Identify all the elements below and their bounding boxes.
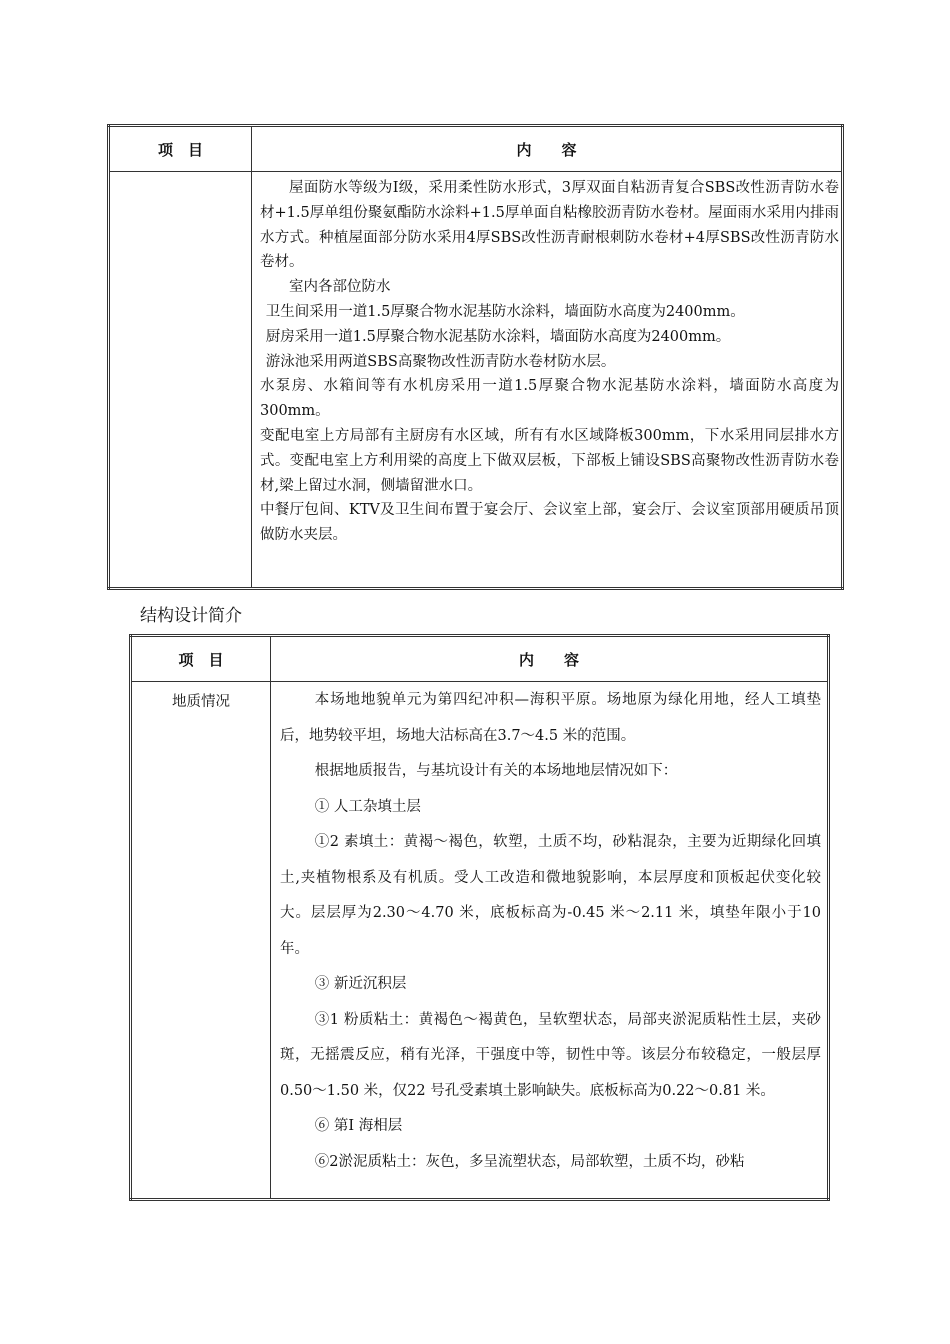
- paragraph-pump-room: 水泵房、水箱间等有水机房采用一道1.5厚聚合物水泥基防水涂料，墙面防水高度为300mm。: [260, 378, 839, 420]
- section-title: 结构设计简介: [140, 606, 242, 626]
- header-item: 项 目: [109, 126, 252, 172]
- paragraph-kitchen: 厨房采用一道1.5厚聚合物水泥基防水涂料，墙面防水高度为2400mm。: [265, 328, 731, 345]
- row-label: [109, 172, 252, 589]
- header-item: 项 目: [131, 636, 271, 682]
- row-content: [252, 172, 843, 589]
- row-content: [271, 682, 829, 1200]
- header-content: 内 容: [252, 126, 843, 172]
- table-row: [109, 172, 843, 589]
- paragraph-layer-6: ⑥ 第Ⅰ 海相层: [314, 1118, 403, 1134]
- paragraph-layer-6-2: ⑥2淤泥质粘土：灰色，多呈流塑状态，局部软塑，土质不均，砂粘: [314, 1153, 745, 1170]
- paragraph-layer-3-1: ③1 粉质粘土：黄褐色～褐黄色，呈软塑状态，局部夹淤泥质粘性土层，夹砂斑，无摇震反应，稍有光泽，干强度中等，韧性中等。该层分布较稳定，一般层厚0.50～1.50 米，仅22 号孔受素填土影响缺失。底板标高为0.22～0.81 米。: [280, 1011, 821, 1099]
- table-header-row: [109, 126, 843, 172]
- table-header-row: [131, 636, 829, 682]
- paragraph-layer-3: ③ 新近沉积层: [314, 976, 407, 992]
- paragraph-pool: 游泳池采用两道SBS高聚物改性沥青防水卷材防水层。: [265, 353, 616, 370]
- waterproofing-table: [107, 124, 844, 590]
- row-label: 地质情况: [131, 682, 271, 1200]
- header-content: 内 容: [271, 636, 829, 682]
- paragraph-restaurant: 中餐厅包间、KTV及卫生间布置于宴会厅、会议室上部，宴会厅、会议室顶部用硬质吊顶做防水夹层。: [260, 502, 839, 544]
- paragraph-indoor-heading: 室内各部位防水: [289, 279, 391, 296]
- structure-design-table: [129, 634, 830, 1201]
- paragraph-roof-waterproofing: 屋面防水等级为Ⅰ级，采用柔性防水形式，3厚双面自粘沥青复合SBS改性沥青防水卷材+1.5厚单组份聚氨酯防水涂料+1.5厚单面自粘橡胶沥青防水卷材。屋面雨水采用内排雨水方式。种植屋面部分防水采用4厚SBS改性沥青耐根刺防水卷材+4厚SBS改性沥青防水卷材。: [260, 180, 839, 271]
- paragraph-layer-1-2: ①2 素填土：黄褐～褐色，软塑，土质不均，砂粘混杂，主要为近期绿化回填土,夹植物根系及有机质。受人工改造和微地貌影响，本层厚度和顶板起伏变化较大。层层厚为2.30～4.70 米，底板标高为-0.45 米～2.11 米，填垫年限小于10 年。: [280, 834, 821, 957]
- paragraph-bathroom: 卫生间采用一道1.5厚聚合物水泥基防水涂料，墙面防水高度为2400mm。: [265, 303, 745, 320]
- table-row: [131, 682, 829, 1200]
- paragraph-landform: 本场地地貌单元为第四纪冲积—海积平原。场地原为绿化用地，经人工填垫后，地势较平坦，场地大沽标高在3.7～4.5 米的范围。: [280, 692, 821, 744]
- paragraph-report-intro: 根据地质报告，与基坑设计有关的本场地地层情况如下：: [314, 763, 678, 779]
- paragraph-layer-1: ① 人工杂填土层: [314, 798, 421, 815]
- paragraph-substation: 变配电室上方局部有主厨房有水区域，所有有水区域降板300mm，下水采用同层排水方式。变配电室上方利用梁的高度上下做双层板，下部板上铺设SBS高聚物改性沥青防水卷材,梁上留过水洞，侧墙留泄水口。: [260, 427, 839, 494]
